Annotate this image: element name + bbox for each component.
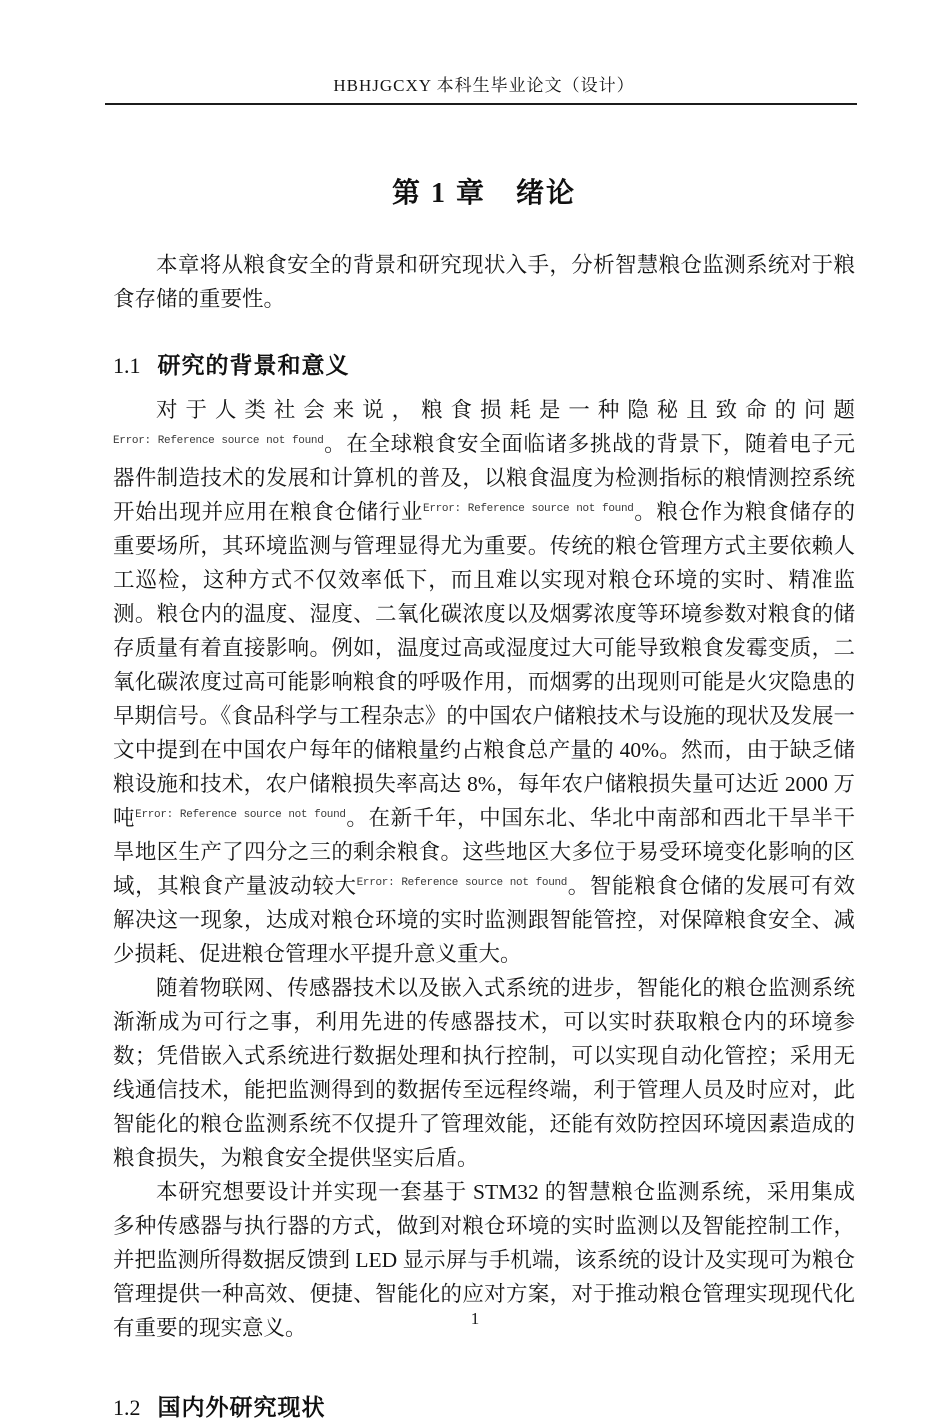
page-number: 1 bbox=[470, 1309, 480, 1328]
error-reference-superscript: Error: Reference source not found bbox=[356, 876, 568, 889]
body-text-run: 本研究想要设计并实现一套基于 STM32 的智慧粮仓监测系统，采用集成多种传感器与执行器的方式，做到对粮仓环境的实时监测以及智能控制工作，并把监测所得数据反馈到 LED 显示屏与手机端，该系统的设计及实现可为粮仓管理提供一种高效、便捷、智能化的应对方案，对于推动粮仓管理实现现代化有重要的现实意义。 bbox=[113, 1180, 855, 1340]
body-text-run: 。粮仓作为粮食储存的重要场所，其环境监测与管理显得尤为重要。传统的粮仓管理方式主要依赖人工巡检，这种方式不仅效率低下，而且难以实现对粮仓环境的实时、精准监测。粮仓内的温度、湿度、二氧化碳浓度以及烟雾浓度等环境参数对粮食的储存质量有着直接影响。例如，温度过高或湿度过大可能导致粮食发霉变质，二氧化碳浓度过高可能影响粮食的呼吸作用，而烟雾的出现则可能是火灾隐患的早期信号。《食品科学与工程杂志》的中国农户储粮技术与设施的现状及发展一文中提到在中国农户每年的储粮量约占粮食总产量的 40%。然而，由于缺乏储粮设施和技术，农户储粮损失率高达 8%，每年农户储粮损失量可达近 2000 万吨 bbox=[113, 500, 855, 830]
section-number: 1.2 bbox=[113, 1395, 141, 1420]
error-reference-superscript: Error: Reference source not found bbox=[113, 434, 324, 447]
section-title: 研究的背景和意义 bbox=[157, 352, 350, 378]
body-text-run: 。在全球粮食安全面临诸多挑战的背景下，随着电子元器件制造技术的发展和计算机的普及，以粮食温度为检测指标的粮情测控系统开始出现并应用在粮食仓储行业 bbox=[113, 432, 855, 524]
intro-paragraph: 本章将从粮食安全的背景和研究现状入手，分析智慧粮仓监测系统对于粮食存储的重要性。 bbox=[113, 253, 855, 311]
body-text-run: 随着物联网、传感器技术以及嵌入式系统的进步，智能化的粮仓监测系统渐渐成为可行之事，利用先进的传感器技术，可以实时获取粮仓内的环境参数；凭借嵌入式系统进行数据处理和执行控制，可以实现自动化管控；采用无线通信技术，能把监测得到的数据传至远程终端，利于管理人员及时应对，此智能化的粮仓监测系统不仅提升了管理效能，还能有效防控因环境因素造成的粮食损失，为粮食安全提供坚实后盾。 bbox=[113, 976, 855, 1170]
body-paragraph-2 bbox=[113, 971, 855, 1175]
body-text-run: 。智能粮食仓储的发展可有效解决这一现象，达成对粮仓环境的实时监测跟智能管控，对保障粮食安全、减少损耗、促进粮仓管理水平提升意义重大。 bbox=[113, 874, 855, 966]
document-page bbox=[0, 71, 950, 1420]
error-reference-superscript: Error: Reference source not found bbox=[423, 502, 634, 515]
section-number: 1.1 bbox=[113, 353, 141, 378]
body-text-run: 。在新千年，中国东北、华北中南部和西北干旱半干旱地区生产了四分之三的剩余粮食。这些地区大多位于易受环境变化影响的区域，其粮食产量波动较大 bbox=[113, 806, 855, 898]
running-header: HBHJGCXY 本科生毕业论文（设计） bbox=[333, 76, 635, 95]
section-heading-1-1 bbox=[113, 347, 855, 380]
section-title: 国内外研究现状 bbox=[157, 1394, 326, 1420]
header-rule bbox=[105, 103, 857, 105]
chapter-title: 第 1 章 绪论 bbox=[391, 178, 576, 209]
error-reference-superscript: Error: Reference source not found bbox=[135, 808, 346, 821]
body-paragraph-1 bbox=[113, 393, 855, 971]
section-heading-1-2 bbox=[113, 1389, 855, 1422]
body-text-run: 对于人类社会来说，粮食损耗是一种隐秘且致命的问题 bbox=[156, 398, 855, 422]
